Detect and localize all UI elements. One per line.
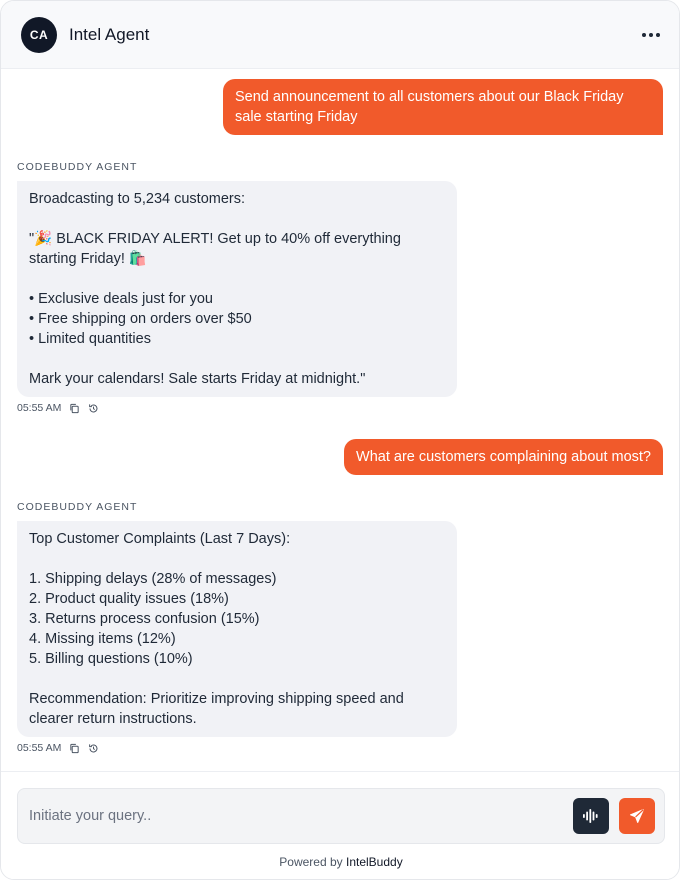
message-timestamp: 05:55 AM	[17, 742, 62, 754]
regenerate-icon[interactable]	[88, 403, 99, 414]
powered-by	[1, 855, 680, 869]
message-meta	[17, 742, 99, 754]
avatar: CA	[21, 17, 57, 53]
send-button[interactable]	[619, 798, 655, 834]
composer	[17, 788, 665, 844]
agent-message: Top Customer Complaints (Last 7 Days): 1. Shipping delays (28% of messages) 2. Product quality issues (18%) 3. Returns process confusion (15%) 4. Missing items (12%) 5. Billing questions (10%) Recommendation: Prioritize improving shipping speed and clearer return instructions.	[17, 521, 457, 737]
regenerate-icon[interactable]	[88, 743, 99, 754]
more-horizontal-icon	[642, 33, 646, 37]
more-options-button[interactable]	[637, 25, 665, 45]
query-input[interactable]	[29, 805, 559, 827]
message-meta	[17, 402, 99, 414]
agent-label: CODEBUDDY AGENT	[17, 501, 138, 513]
audio-waveform-icon	[582, 808, 600, 824]
user-message: What are customers complaining about most?	[344, 439, 663, 475]
message-timestamp: 05:55 AM	[17, 402, 62, 414]
user-message: Send announcement to all customers about our Black Friday sale starting Friday	[223, 79, 663, 135]
powered-by-prefix: Powered by	[279, 855, 343, 869]
copy-icon[interactable]	[69, 743, 80, 754]
brand-name: IntelBuddy	[346, 855, 403, 869]
voice-input-button[interactable]	[573, 798, 609, 834]
chat-footer	[1, 771, 680, 880]
agent-label: CODEBUDDY AGENT	[17, 161, 138, 173]
send-icon	[629, 808, 645, 824]
chat-header	[1, 1, 680, 69]
agent-message: Broadcasting to 5,234 customers: "🎉 BLACK FRIDAY ALERT! Get up to 40% off everything starting Friday! 🛍️ • Exclusive deals just for you • Free shipping on orders over $50 • Limited quantities Mark your calendars! Sale starts Friday at midnight."	[17, 181, 457, 397]
copy-icon[interactable]	[69, 403, 80, 414]
chat-title: Intel Agent	[69, 25, 150, 44]
